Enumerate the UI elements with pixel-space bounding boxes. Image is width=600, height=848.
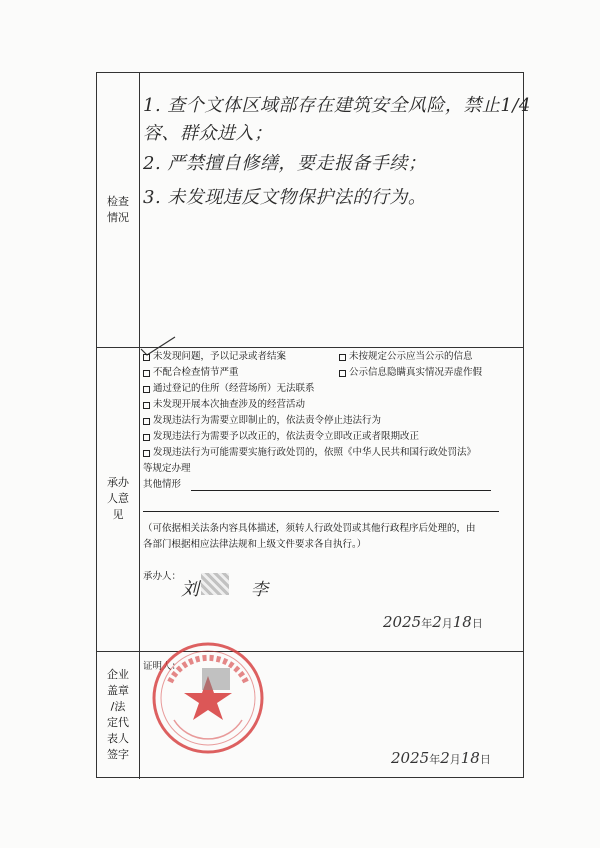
inspection-line-4: 3. 未发现违反文物保护法的行为。: [143, 187, 427, 208]
opinion-content: [139, 347, 523, 651]
opinion-date: 2025年2月18日: [383, 613, 483, 631]
other-line-1[interactable]: [191, 490, 491, 491]
checkbox-icon: [143, 434, 150, 441]
checkbox-icon: [143, 402, 150, 409]
opinion-row: [97, 347, 523, 652]
seal-label: 企业 盖章 /法 定代 表人 签字: [107, 668, 129, 761]
checkbox-icon: [143, 370, 150, 377]
redacted-name: [201, 573, 229, 595]
checkbox-icon: [143, 418, 150, 425]
inspection-row: [97, 73, 531, 348]
option-not-publicized[interactable]: 未按规定公示应当公示的信息: [339, 351, 473, 363]
opinion-label-cell: [97, 347, 140, 651]
checkbox-icon: [143, 450, 150, 457]
company-seal-icon: [150, 640, 266, 756]
other-line-2[interactable]: [143, 511, 499, 512]
inspection-line-2: 容、群众进入；: [143, 123, 273, 144]
option-false-info[interactable]: 公示信息隐瞒真实情况弄虚作假: [339, 367, 482, 379]
option-correct-violation[interactable]: 发现违法行为需要予以改正的，依法责令立即改正或者限期改正: [143, 431, 419, 443]
note-line-2: 各部门根据相应法律法规和上级文件要求各自执行。）: [143, 539, 367, 550]
note-line-1: （可依据相关法条内容具体描述，须转人行政处罚或其他行政程序后处理的，由: [143, 523, 476, 534]
checkbox-icon: [339, 354, 346, 361]
inspection-content: [139, 73, 531, 347]
option-no-activity[interactable]: 未发现开展本次抽查涉及的经营活动: [143, 399, 305, 411]
option-penalty[interactable]: 发现违法行为可能需要实施行政处罚的，依照《中华人民共和国行政处罚法》: [143, 447, 476, 459]
seal-label-cell: [97, 651, 140, 779]
handler-label: 承办人：: [143, 571, 182, 582]
inspection-label-cell: [97, 73, 140, 347]
inspection-label: 检查 情况: [107, 195, 129, 224]
opinion-label: 承办 人意 见: [107, 476, 129, 521]
checkbox-icon: [143, 354, 150, 361]
seal-date: 2025年2月18日: [391, 749, 491, 767]
inspection-line-3: 2. 严禁擅自修缮，要走报备手续；: [143, 153, 427, 174]
option-unreachable[interactable]: 通过登记的住所（经营场所）无法联系: [143, 383, 315, 395]
checkbox-icon: [339, 370, 346, 377]
option-penalty-cont: 等规定办理: [143, 463, 191, 474]
inspection-line-1: 1. 查个文体区域部存在建筑安全风险，禁止1/4: [143, 95, 531, 116]
cert-label: 证明人：: [143, 661, 182, 672]
option-no-problem[interactable]: 未发现问题，予以记录或者结案: [143, 351, 286, 363]
option-stop-violation[interactable]: 发现违法行为需要立即制止的，依法责令停止违法行为: [143, 415, 381, 427]
option-non-cooperation[interactable]: 不配合检查情节严重: [143, 367, 239, 379]
other-label: 其他情形: [143, 479, 182, 490]
checkbox-icon: [143, 386, 150, 393]
handler-signature-1: 刘: [181, 579, 200, 600]
handler-signature-2: 李: [251, 580, 269, 600]
